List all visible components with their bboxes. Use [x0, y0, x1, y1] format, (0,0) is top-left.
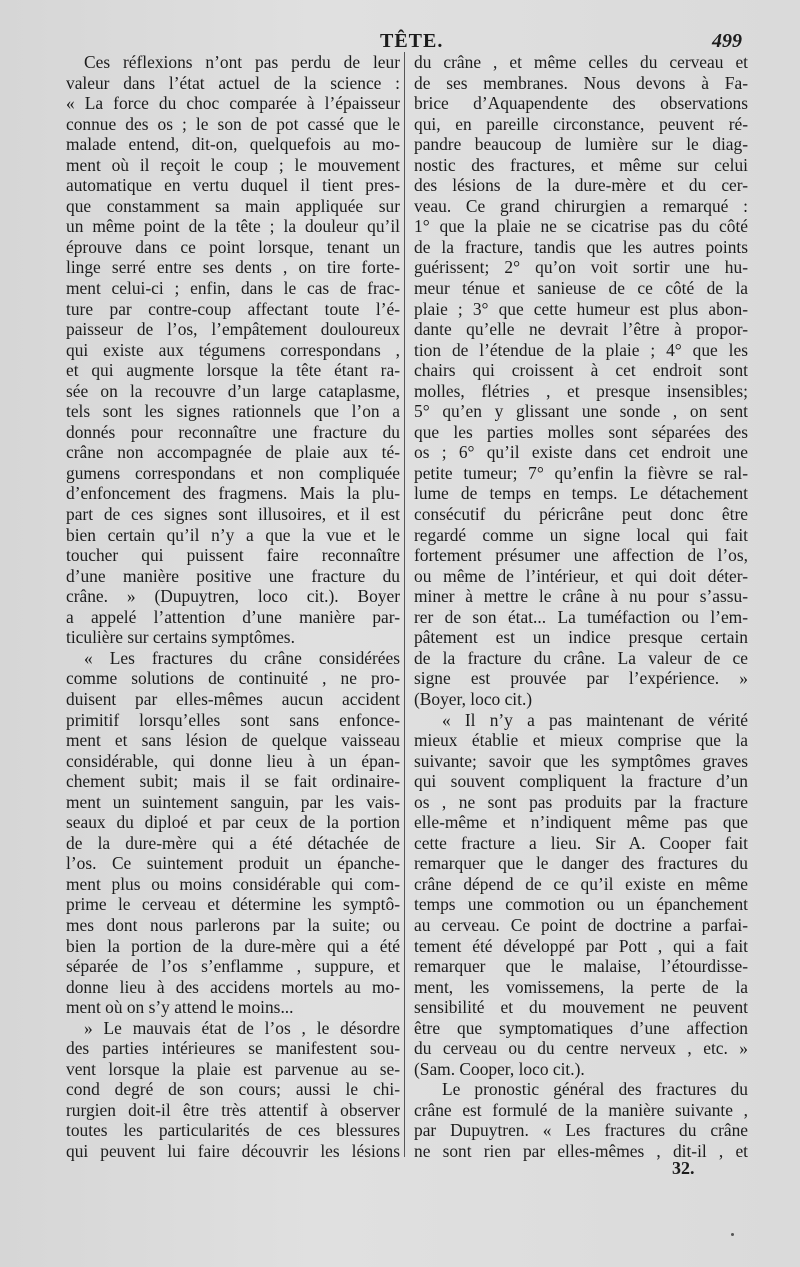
text-line: qui, en pareille circonstance, peuvent ré-	[414, 113, 748, 134]
text-line: molles, flétries , et presque insensibles;	[414, 380, 748, 401]
text-line: crâne est formulé de la manière suivante ,	[414, 1099, 748, 1120]
text-line: rer de son état... La tuméfaction ou l’em-	[414, 606, 748, 627]
text-line: cette fracture a lieu. Sir A. Cooper fait	[414, 832, 748, 853]
text-line: os , ne sont pas produits par la fracture	[414, 791, 748, 812]
speck	[731, 1233, 734, 1236]
running-head	[0, 30, 800, 52]
text-line: par Dupuytren. « Les fractures du crâne	[414, 1120, 748, 1141]
text-line: dante qu’elle ne devrait l’être à propor-	[414, 319, 748, 340]
text-line: automatique en vertu duquel il tient pres-	[66, 175, 400, 196]
left-text-column	[66, 52, 400, 1162]
text-line: ticulière sur certains symptômes.	[66, 627, 295, 648]
text-line: guérissent; 2° qu’on voit sortir une hu-	[414, 257, 748, 278]
text-line: ment celui-ci ; enfin, dans le cas de frac-	[66, 278, 400, 299]
text-line: donne lieu à des accidens mortels au mo-	[66, 976, 400, 997]
text-line: séparée de l’os s’enflamme , suppure, et	[66, 956, 400, 977]
text-line: qui existe aux tégumens correspondans ,	[66, 339, 400, 360]
text-line: ment, les vomissemens, la perte de la	[414, 976, 748, 997]
text-line: bien la portion de la dure-mère qui a été	[66, 935, 400, 956]
text-line: Ces réflexions n’ont pas perdu de leur	[84, 52, 400, 72]
text-line: crâne non accompagnée de plaie aux té-	[66, 442, 400, 463]
text-line: ou même de l’intérieur, et qui doit déter-	[414, 565, 748, 586]
text-line: connue des os ; le son de pot cassé que le	[66, 113, 400, 134]
text-line: l’os. Ce suintement produit un épanche-	[66, 853, 400, 874]
text-line: (Boyer, loco cit.)	[414, 688, 533, 709]
text-line: paisseur de l’os, l’empâtement douloureux	[66, 319, 400, 340]
text-line: sée on la recouvre d’un large cataplasme,	[66, 380, 400, 401]
text-line: de la fracture du crâne. La valeur de ce	[414, 647, 748, 668]
text-line: toutes les particularités de ces blessures	[66, 1120, 400, 1141]
text-line: seaux du diploé et par ceux de la portion	[66, 812, 400, 833]
text-line: 5° qu’en y glissant une sonde , on sent	[414, 401, 748, 422]
text-line: de la dure-mère qui a été détachée de	[66, 832, 400, 853]
text-line: remarquer que le danger des fractures du	[414, 853, 748, 874]
text-line: plaie ; 3° que cette humeur est plus abon-	[414, 298, 748, 319]
text-line: 1° que la plaie ne se cicatrise pas du côté	[414, 216, 748, 237]
text-line: signe est prouvée par l’expérience. »	[414, 668, 748, 689]
text-line: duisent par elles-mêmes aucun accident	[66, 688, 400, 709]
column-divider	[404, 52, 405, 1157]
text-line: pâtement est un indice presque certain	[414, 627, 748, 648]
text-line: malade entend, dit-on, quelquefois au mo-	[66, 134, 400, 155]
text-line: donnés pour reconnaître une fracture du	[66, 421, 400, 442]
text-line: d’une manière positive une fracture du	[66, 565, 400, 586]
page-number: 499	[712, 30, 742, 52]
text-line: part de ces signes sont illusoires, et il est	[66, 504, 400, 525]
text-line: et qui augmente lorsque la tête étant ra-	[66, 360, 400, 381]
text-line: Le pronostic général des fractures du	[442, 1079, 748, 1100]
text-line: chairs qui croissent à cet endroit sont	[414, 360, 748, 381]
text-line: comme solutions de continuité , ne pro-	[66, 668, 400, 689]
text-line: (Sam. Cooper, loco cit.).	[414, 1058, 585, 1079]
text-line: primitif lorsqu’elles sont sans enfonce-	[66, 709, 400, 730]
text-line: toucher qui puissent faire reconnaître	[66, 545, 400, 566]
text-line: de la fracture, tandis que les autres points	[414, 236, 748, 257]
text-line: ment un suintement sanguin, par les vais-	[66, 791, 400, 812]
right-text-column	[414, 52, 748, 1162]
text-line: des parties intérieures se manifestent sou-	[66, 1038, 400, 1059]
text-line: valeur dans l’état actuel de la science :	[66, 72, 400, 93]
text-line: temps une commotion ou un épanchement	[414, 894, 748, 915]
text-line: veau. Ce grand chirurgien a remarqué :	[414, 195, 748, 216]
text-line: considérable, qui donne lieu à un épan-	[66, 750, 400, 771]
text-line: petite tumeur; 7° qu’enfin la fièvre se ral-	[414, 462, 748, 483]
text-line: » Le mauvais état de l’os , le désordre	[84, 1017, 400, 1038]
text-line: du cerveau ou du centre nerveux , etc. »	[414, 1038, 748, 1059]
text-line: être que symptomatiques d’une affection	[414, 1017, 748, 1038]
text-line: ment où il reçoit le coup ; le mouvement	[66, 154, 400, 175]
text-line: regardé comme un signe local qui fait	[414, 524, 748, 545]
text-line: linge serré entre ses dents , on tire forte-	[66, 257, 400, 278]
text-line: prime le cerveau et détermine les symptô-	[66, 894, 400, 915]
text-line: mes dont nous parlerons par la suite; ou	[66, 914, 400, 935]
text-line: ne sont rien par elles-mêmes , dit-il , et	[414, 1140, 748, 1161]
text-line: « Il n’y a pas maintenant de vérité	[442, 709, 748, 730]
text-line: qui peuvent lui faire découvrir les lésions	[66, 1140, 400, 1161]
text-line: ment où on s’y attend le moins...	[66, 997, 294, 1018]
text-line: remarquer que le malaise, l’étourdisse-	[414, 956, 748, 977]
text-line: crâne dépend de ce qu’il existe en même	[414, 873, 748, 894]
text-line: crâne. » (Dupuytren, loco cit.). Boyer	[66, 586, 400, 607]
text-line: tion de l’étendue de la plaie ; 4° que les	[414, 339, 748, 360]
text-line: meur ténue et sanieuse de ce côté de la	[414, 278, 748, 299]
text-line: de ses membranes. Nous devons à Fa-	[414, 72, 748, 93]
text-line: des lésions de la dure-mère et du cer-	[414, 175, 748, 196]
text-line: brice d’Aquapendente des observations	[414, 93, 748, 114]
text-line: « Les fractures du crâne considérées	[84, 647, 400, 668]
text-line: suivante; savoir que les symptômes graves	[414, 750, 748, 771]
text-line: nostic des fractures, et même sur celui	[414, 154, 748, 175]
text-line: que constamment sa main appliquée sur	[66, 195, 400, 216]
text-line: a appelé l’attention d’une manière par-	[66, 606, 400, 627]
text-line: miner à mettre le crâne à nu pour s’assu-	[414, 586, 748, 607]
text-line: qui souvent compliquent la fracture d’un	[414, 771, 748, 792]
text-line: fortement présumer une affection de l’os,	[414, 545, 748, 566]
text-line: mieux établie et mieux comprise que la	[414, 730, 748, 751]
text-line: consécutif du péricrâne peut donc être	[414, 504, 748, 525]
signature-mark: 32.	[672, 1158, 695, 1178]
text-line: ment plus ou moins considérable qui com-	[66, 873, 400, 894]
text-line: os ; 6° qu’il existe dans cet endroit une	[414, 442, 748, 463]
text-line: tement été développé par Pott , qui a fait	[414, 935, 748, 956]
text-line: éprouve dans ce point lorsque, tenant un	[66, 236, 400, 257]
text-line: « La force du choc comparée à l’épaisseur	[66, 93, 400, 114]
text-line: au cerveau. Ce point de doctrine a parfai-	[414, 914, 748, 935]
text-line: un même point de la tête ; la douleur qu’il	[66, 216, 400, 237]
text-line: elle-même et n’indiquent même pas que	[414, 812, 748, 833]
text-line: tels sont les signes rationnels que l’on a	[66, 401, 400, 422]
text-line: gumens correspondans et non compliquée	[66, 462, 400, 483]
text-line: vent lorsque la plaie est parvenue au se-	[66, 1058, 400, 1079]
text-line: ture par contre-coup affectant toute l’é-	[66, 298, 400, 319]
text-line: ment et sans lésion de quelque vaisseau	[66, 730, 400, 751]
text-line: sensibilité et du mouvement ne peuvent	[414, 997, 748, 1018]
text-line: cond degré de son cours; aussi le chi-	[66, 1079, 400, 1100]
text-line: chement subit; mais il se fait ordinaire-	[66, 771, 400, 792]
text-line: lume de temps en temps. Le détachement	[414, 483, 748, 504]
text-line: rurgien doit-il être très attentif à observer	[66, 1099, 400, 1120]
text-line: du crâne , et même celles du cerveau et	[414, 52, 748, 72]
text-line: pandre beaucoup de lumière sur le diag-	[414, 134, 748, 155]
text-line: d’enfoncement des fragmens. Mais la plu-	[66, 483, 400, 504]
text-line: que les parties molles sont séparées des	[414, 421, 748, 442]
text-line: bien certain qu’il n’y a que la vue et le	[66, 524, 400, 545]
running-head-title: TÊTE.	[380, 30, 444, 52]
